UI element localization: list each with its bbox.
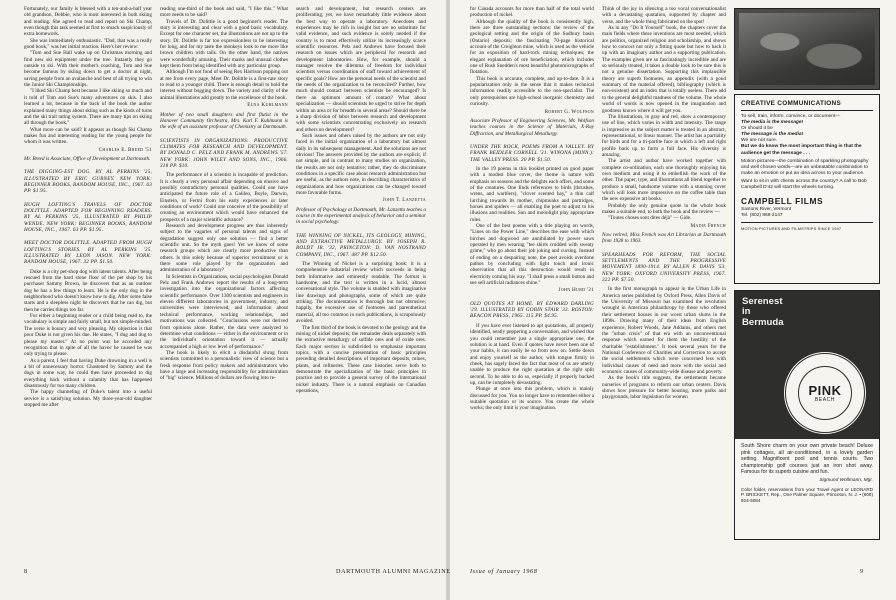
- paragraph: "Tom and Sue Hall wake up on Christmas morning and find new ski equipment under the tree. Instantly they go outside to ski. With their mother's coaching, Tom and Sue become famous by skiing down to get a doctor at night, saving people from an avalanche and best of all trying to win the Junior Ski Championships.: [24, 50, 152, 89]
- reviewer-signature: Elna Kuhlmann: [247, 102, 288, 109]
- review-heading: OLD QUOTES AT HOME. BY EDWARD DARLING '29. ILLUSTRATED BY GOBIN STAIR '33. BOSTON: BEACON PRESS, 1965. 115 PP. $4.95.: [470, 300, 594, 320]
- ad-signature: Sigmund Wollmann, Mgr.: [819, 477, 873, 483]
- ad-text: South Shore charm on your own private beach! Deluxe pink cottages, all air-conditioned, in a lovely garden setting. Magnificent pool and tennis courts. Two championship golf courses just an iron shot away. Famous for its superb cuisine and fun.: [741, 443, 873, 476]
- paragraph: The book is likely to elicit a disdainful shrug from scientists committed to a personalistic view of science but a fresh response from policy makers and administrators who have a large and increasing responsibility for administration of "big" science. Millions of dollars are flowing into re-: [160, 349, 288, 382]
- page-number-left: 8: [24, 568, 28, 575]
- ad-text: Or should it be: [741, 126, 773, 132]
- paragraph: What more can be said? It appears as though Ski Champ makes fun and interesting reading for the young people for whom it was written.: [24, 126, 152, 146]
- paragraph: Although the quality of the book is consistently high, there are three outstanding sections: the review of the geological setting and the origin of the Sudbury basin (Ontario) deposits; the fascinating 70-page historical account of the Creighton mine, which is used as the vehicle for an exposition of hard-rock mining techniques; the elegant explanation of ore beneficiation, which includes one of Rush Snedden's most beautiful photomicrographs of flotation.: [470, 18, 594, 76]
- ad-text: But we do know the most important thing is that the audience get the message . . .: [741, 144, 862, 156]
- column-3: [296, 6, 426, 554]
- ad-text: The message is the media!: [741, 132, 804, 138]
- paragraph: Travels of Dr. Dolittle is a good beginner's reader. The story is interesting and clear with a good basic vocabulary. Except for one character set, the illustrations are not up to the story. Dr. Dolittle is far too expressionless to be interesting for long, and for my taste the monkeys look to me more like brown children with tails. On the other hand, the natives were wonderfully amusing. Their masks and unusual clothes kept them from being identified with any particular group.: [160, 18, 288, 70]
- column-5: [602, 6, 726, 554]
- paragraph: "I liked Ski Champ best because I like skiing so much and it told of Tom and Sue's many adventures on skis. I also learned a lot, because in the back of the book the author explained many things about skiing such as the kinds of turns and the ski trail rating system. There are many tips on skiing all through the book.": [24, 88, 152, 127]
- ad-text: We are not sure.: [741, 138, 778, 144]
- ad-phone: Tel. (802) 869-2147: [741, 213, 783, 219]
- paragraph: Duke is a city pet-shop dog with latent talents. After being rescued from the hard stone floor of the pet shop by his purchaser Sammy Brown, he discovers that as an outdoor dog he has a few things to learn. He is the only dog in the neighborhood who doesn't know how to dig. After some false starts and a sleepless night he discovers that he can dig, but then he carries things too far.: [24, 268, 152, 313]
- paragraph: For either a beginning reader or a child being read to, the vocabulary is simple and fairly small, but not simple-minded. The verse is bouncy and very pleasing. My objection is that poor Duke is not given his due. He states, "I dug and dug to please my master." At no point was he accorded any recognition that in spite of all the havoc he caused he was only trying to please.: [24, 313, 152, 358]
- issue-date: Issue of January 1968: [470, 568, 538, 575]
- logo-subtext: BEACH: [814, 396, 836, 403]
- paragraph: reading one-third of the book and said, "I like this." What more needs to be said?: [160, 6, 288, 19]
- paragraph: One of the best poems with a title playing on words, "Lines on the Power Line," describes the ease with which birches and dogwood are annihilated by power saws operated by men wearing "tee shirts crudded with sweaty grime," who go about their job joking and cursing. Instead of ending on a despairing note, the poet avoids overdone pathos by concluding with light touch and ironic observation that all this destruction would result in electricity coming his way. "I shall press a small button and see sell artificial radiances shine.": [470, 223, 594, 287]
- ad-company-name: CAMPBELL FILMS: [741, 196, 824, 207]
- ad-body: [735, 439, 879, 508]
- paragraph: search and development, but research centers are proliferating; yet, we have remarkably little evidence about the best way to operate a laboratory. Anecdotes and experiences may be rich in insight but are no substitute for valid evidence, and such evidence is sorely needed if the country is to most effectively utilize its increasingly scarce scientific resources. Pelz and Andrews have focused their research on issues which are peripheral for research and development laboratories. How, for example, should a manager resolve the dilemma of freedom for individual scientists versus coordination of staff toward achievement of specific goals? How are the personal needs of the scientist and the needs of the organization to be reconciled? Further, how much should contact between scientists be encouraged? Is there an optimum amount of contact? What about specialization — should scientists be urged to strive for depth within an area or for breadth in several areas? Should there be a sharp division of labor between research and development with some scientists concentrating exclusively on research and others on development?: [296, 6, 426, 133]
- paragraph: As a parent, I feel that having Duke drowning in a well is a bit of unnecessary horror. Chastened by Sammy and the dogs in some way, he could then have proceeded to dig everything back without a calamity that has happened disastrously for too many children.: [24, 357, 152, 389]
- paragraph: In the 19 poems in this booklet printed on good paper with a modest blue cover, the theme is nature with emphasis on seasons and the delights each offers, and some of the creatures. One finds references to birds (thrushes, wrens, and warblers), "clover scented hay," a thin calf lurching towards its mother, chipmunks and partridges, horses and spiders — all enabling the poet to adjust to his illusions and realities. Sun and moonlight play appropriate roles.: [470, 165, 594, 223]
- logo-inner-ring: [798, 366, 852, 420]
- paragraph: In the first monograph to appear in the Urban Life in America series published by Oxford Press, Allen Davis of the University of Missouri has examined the revolution wrought in American philanthropy by those who offered their settlement houses in our worst urban slums in the 1890s. Drawing many of their ideas from English experience, Robert Woods, Jane Addams, and others met the "urban crisis" of that era with an unconventional response which earned for them the hostility of the charitable "establishment." It took several years for the National Conference of Charities and Correction to accept the social settlements which were concerned less with individual causes of need and more with the social and economic causes of community-wide disease and poverty.: [602, 286, 726, 375]
- ad-photo-image: [739, 13, 875, 85]
- magazine-title: DARTMOUTH ALUMNI MAGAZINE: [336, 568, 451, 575]
- paragraph: Research and development progress are thus inherently subject to the vagaries of personal talents and signs of degradation suggest only one solution — find a better scientific unit. So the myth goes! Yet we know of some research groups which are clearly more productive than others. Is this solely because of superior recruitment or is there some role played by the organization and administration of a laboratory?: [160, 223, 288, 274]
- paragraph: She was immediately enthusiastic. "Dad, that was a really good book," was her initial reaction. Here's her review:: [24, 37, 152, 51]
- review-heading: THE DIGGING-EST DOG. BY AL PERKINS '25, ILLUSTRATED BY ERIC GURNEY. NEW YORK: BEGINNER BOOKS, RANDOM HOUSE, INC., 1967. 63 PP. $1.95.: [24, 169, 152, 195]
- pink-beach-logo: [783, 351, 867, 435]
- paragraph: The Winning of Nickel is a surprising book: it is a comprehensive industrial review which succeeds in being both informative and eminently readable. The format is handsome, and the text is written in a lucid, almost conversational style. The volume is studded with imaginative line drawings and photographs, some of which are quite striking. The documentation is thorough but not obtrusive; happily, the excessive use of footnotes and parenthetical material, all too common in such publications, is scrupulously avoided.: [296, 261, 426, 325]
- paragraph: The artist and author have worked together with complete co-ordination, each one thoroughly enjoying his own medium and using it to embellish the work of the other. The paper, type, and illustrations all blend together to produce a small, handsome volume with a stunning cover which will look more impressive on the coffee table than the new expensive art books.: [602, 158, 726, 203]
- review-heading: UNDER THE ROCK, POEMS FROM A VALLEY. BY FRANK BEIDLER CORNELL '31. WINONA (MINN.): THE VALLEY PRESS. 20 PP. $1.50.: [470, 143, 594, 163]
- paragraph: Think of the joy in silencing a too vocal conversationalist with a devastating quotation, supported by chapter and verse, and the whole thing fabricated on the spot!: [602, 6, 726, 25]
- ad-headline: in: [742, 306, 751, 318]
- page-number-right: 9: [860, 568, 864, 575]
- review-heading: THE WINNING OF NICKEL, ITS GEOLOGY, MINING, AND EXTRACTIVE METALLURGY. BY JOSEPH R. BOLDT JR. '32, PRINCETON: D. VAN NOSTRAND COMPANY, INC., 1967. 487 PP. $12.50.: [296, 232, 426, 258]
- reviewer-affiliation: Professor of Psychology at Dartmouth, Mr. Lanzetta teaches a course in the experimental analysis of behavior and a seminar in social psychology.: [296, 206, 426, 226]
- ad-text: The media is the message!: [741, 120, 804, 126]
- paragraph: As the book's title suggests, the settlements became nurseries of programs to reform our urban centers. Davis shows how pressure for better housing, more parks and playgrounds, labor legislation for women: [602, 375, 726, 401]
- reviewer-signature: John Hurd '21: [558, 287, 594, 294]
- reviewer-signature: Charles E. Breed '51: [98, 146, 152, 153]
- column-1: [24, 6, 152, 554]
- reviewer-signature: John T. Lanzetta: [382, 197, 426, 204]
- ad-campbell-films: [734, 94, 880, 284]
- paragraph: The performance of a scientist is incapable of prediction. It is clearly a very personal affair depending on elusive and possibly contradictory personal qualities. Could one have anticipated the future role of a Galileo, Boyle, Darwin, Einstein, or Fermi from his early experiences or later conditions of work? Could one conceive of the possibility of creating an environment which would have enhanced the prospects of a major scientific advance?: [160, 172, 288, 223]
- column-4: [470, 6, 594, 554]
- page-gutter: [446, 0, 450, 600]
- paragraph: Fortunately, our family is blessed with a ten-and-a-half year old grandson, Debbie, who is most interested in both skiing and reading. She agreed to read and report on Ski Champ, even though this task seemed at first to smack suspiciously of extra homework.: [24, 6, 152, 38]
- ad-text: Motion pictures—the combination of sparkling photography and well chosen words—are an unbeatable combination to make an emotion or put an idea across to your audience.: [741, 158, 869, 176]
- review-heading: SCIENTISTS IN ORGANIZATIONS: PRODUCTIVE CLIMATES FOR RESEARCH AND DEVELOPMENT. BY DONALD C. PELZ AND FRANK M. ANDREWS '57. NEW YORK: JOHN WILEY AND SONS, INC., 1966. 318 PP. $10.: [160, 137, 288, 169]
- divider: [741, 110, 873, 111]
- reviewer-signature: Madie French: [690, 222, 726, 229]
- paragraph: Probably the only genuine quote in the whole book makes a suitable end, to both the book and the review —: [602, 202, 726, 215]
- paragraph: If you have ever listened to apt quotations, all properly identified, neatly peppering a conversation, and wished that you could remember just a single appropriate one, the solution is at hand. Even if quotes have never been one of your habits, it can easily be so from now on. Settle down and enjoy yourself as the author, with tongue firmly in cheek, has sagely faced the fact that most of us are utterly unable to produce the right quotation at the right split second. To be able to do so, especially if properly backed up, can be completely devastating.: [470, 322, 594, 386]
- reviewer-affiliation: Now retired, Miss French was Art Librarian at Dartmouth from 1928 to 1963.: [602, 232, 726, 245]
- reviewer-signature: Robert G. Wolfson: [544, 108, 594, 115]
- divider: [741, 222, 873, 223]
- column-2: [160, 6, 288, 554]
- logo-text: PINK: [808, 382, 842, 398]
- reviewer-affiliation: Mr. Breed is Associate, Office of Development at Dartmouth.: [24, 155, 151, 162]
- ad-photo: [734, 8, 880, 90]
- quotation: "Toutes choses sont dites déjà" — Gide.: [608, 215, 692, 222]
- review-heading: MEET DOCTOR DOLITTLE. ADAPTED FROM HUGH LOFTING'S STORIES. BY AL PERKINS '25. ILLUSTRATED BY LEON JASON. NEW YORK: RANDOM HOUSE, 1967. 32 PP. $1.50.: [24, 240, 152, 266]
- ad-tagline: MOTION PICTURES AND FILMSTRIPS SINCE 1947: [741, 226, 842, 232]
- ad-contact: Color folder, reservations from your Travel Agent or LEONARD P. BRICKETT, Rep., One Palmer Square, Princeton, N. J. • (609) 924-5084: [741, 486, 873, 504]
- paragraph: The first third of the book is devoted to the geology and the mining of nickel deposits; the remainder deals separately with the extractive metallurgy of sulfide ores and of oxide ores. Each major section is subdivided to emphasize important topics, with a concise presentation of basic principles preceding detailed descriptions of important deposits, mines, plants, and refineries. These case histories serve both to demonstrate the specialization of the basic principles in practice and to provide a general survey of the international nickel industry. There is a natural emphasis on Canadian operations,: [296, 324, 426, 394]
- paragraph: The happy channeling of Duke's talent into a useful service is a satisfying solution. My three-year-old daughter stopped me after: [24, 389, 152, 408]
- paragraph: Although I'm not fond of seeing Rex Harrison popping out at me from every page, Meet Dr. Dolittle is a first-rate story to read to a younger child. There is enough detail to hold the interest without bogging down. The variety and clarity of the animal illustrations add greatly to the excellence of the book.: [160, 69, 288, 101]
- paragraph: The illustrations, in gray and red, show a contemporary use of line, which varies in width and intensity. The range is impressive as the subject matter is treated in an abstract, representational, or linear manner. The artist has a partiality for birds and for a tri-partite face in which a left and right profile back up to form a full face. His diversity is amazing.: [602, 113, 726, 158]
- paragraph: Plunge at once into this problem, which is mainly discussed for you. You no longer have to remember either a suitable quotation or its source. You create the whole works; the only limit is your imagination.: [470, 386, 594, 412]
- paragraph: In Scientists in Organizations, social psychologists Donald Pelz and Frank Andrews report the results of a long-term investigation into the organizational factors affecting scientific performance. Over 1300 scientists and engineers in eleven different laboratories in government, industry, and universities were interviewed, and information about technical performance, working relationships, and motivations was collected. "Conclusions were not derived from opinions alone. Rather, the data were analyzed to determine what conditions — either in the environment or in the individual's orientation toward it — actually accompanied a high or low level of performance.": [160, 273, 288, 350]
- paragraph: for Canada accounts for more than half of the total world production of nickel.: [470, 6, 594, 19]
- ad-headline: Serenest: [742, 296, 783, 307]
- ad-title: CREATIVE COMMUNICATIONS: [741, 100, 842, 107]
- ad-text: To sell, train, inform, convince, or document—: [741, 114, 841, 119]
- paragraph: This book is accurate, complete, and up-to-date. It is a popularization only in the sense that it makes technical information readily accessible to the non-specialist. The only prerequisites are high-school inorganic chemistry and curiosity.: [470, 75, 594, 108]
- reviewer-affiliation: Mother of two small daughters and first flutist in the Hanover Community Orchestra, Mrs. Karl F. Kuhlmann is the wife of an assistant professor of Chemistry at Dartmouth.: [160, 111, 288, 131]
- reviewer-affiliation: Associate Professor of Engineering Sciences, Mr. Wolfson teaches courses in the Science of Materials, X-Ray Diffraction, and Metallurgical Metallurgy.: [470, 117, 594, 137]
- ad-text: Want to sit in with clients across the country? A call to Bob Campbell D'42 will start the wheels turning.: [741, 178, 867, 191]
- paragraph: Such issues and others raised by the authors are not only faced in the initial organization of a laboratory but almost daily in its subsequent management. And the solutions are not obvious! The answers provided by the authors are explicit, if not simple, and in contrast to many studies on organization, the results are not only tentative; rather, they do discriminate conditions in a specific case about research administration but are useful, as the authors note, in describing characteristics of organizations and how organizations can be changed toward more favorable forms.: [296, 132, 426, 196]
- ad-location: Saxtons River, Vermont: [741, 207, 792, 213]
- ad-pink-beach: [734, 290, 880, 540]
- paragraph: As in any "Do It Yourself" book, the chapters cover the main fields where these inventions are most needed, which are politics, organized religion and scholarship, and shows how to concoct not only a fitting quote but how to back it up with an imaginary author and a supporting publication. The examples given are so fascinatingly incredible and are so seriously treated, it takes a double look to be sure this is not a genuine dissertation. Supporting this implausible theory are superb footnotes, an appendix (with a good summary of the material offered), bibliography (which is non-existent) and an index that is totally useless. There add to the general delightful madness of the volume. The whole world of words is now opened in the imagination and goodness knows where it will get you.: [602, 25, 726, 114]
- review-heading: SPEARHEADS FOR REFORM, THE SOCIAL SETTLEMENTS AND THE PROGRESSIVE MOVEMENT 1890-1914. BY ALLEN F. DAVIS '53. NEW YORK: OXFORD UNIVERSITY PRESS, 1967. 322 PP. $7.50.: [602, 251, 726, 284]
- ad-headline: Bermuda: [742, 316, 784, 328]
- review-heading: HUGH LOFTING'S TRAVELS OF DOCTOR DOLITTLE. ADAPTED FOR BEGINNING READERS. BY AL PERKINS '25, ILLUSTRATED BY PHILIP WENDE. NEW YORK: BEGINNER BOOKS, RANDOM HOUSE, INC., 1967. 63 PP. $1.95.: [24, 201, 152, 233]
- ad-banner: [735, 291, 879, 439]
